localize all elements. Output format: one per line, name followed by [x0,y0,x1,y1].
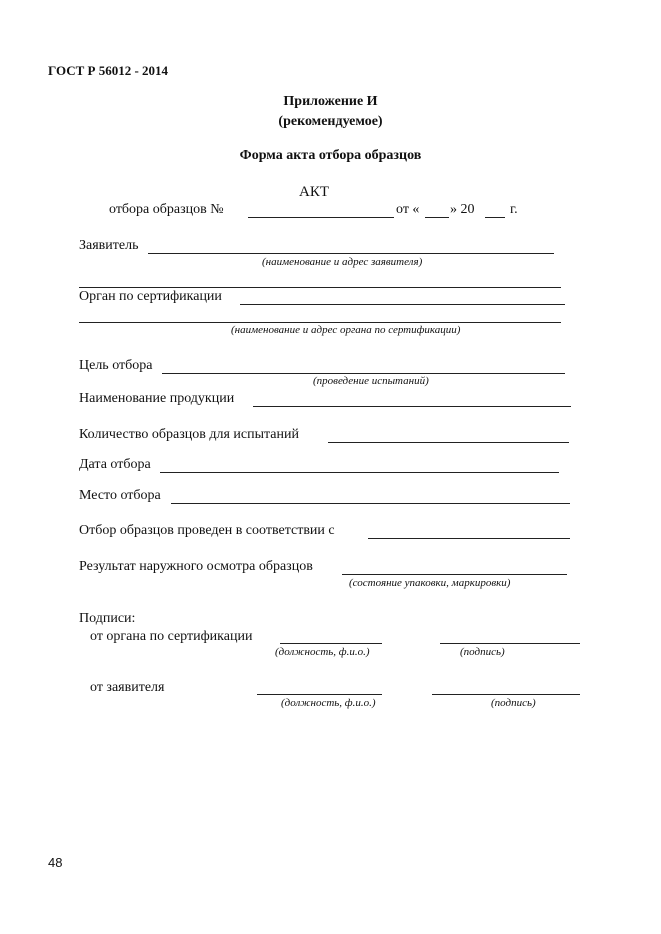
act-title: АКТ [299,184,329,200]
date-label: Дата отбора [79,457,151,472]
cert-body-caption: (наименование и адрес органа по сертификации) [231,324,461,336]
cert-body-signature-caption: (подпись) [460,646,505,658]
conducted-line [368,538,570,539]
form-title: Форма акта отбора образцов [239,148,422,163]
purpose-label: Цель отбора [79,358,153,373]
applicant-signature-line [432,694,580,695]
signatures-title: Подписи: [79,611,136,626]
quantity-label: Количество образцов для испытаний [79,427,299,442]
cert-body-position-line [280,643,382,644]
appendix-title: Приложение И [283,94,378,109]
quantity-line [328,442,569,443]
page-number: 48 [48,855,63,870]
product-line [253,406,571,407]
act-number-line [248,217,394,218]
applicant-signature-caption: (подпись) [491,697,536,709]
place-label: Место отбора [79,488,161,503]
inspection-label: Результат наружного осмотра образцов [79,559,313,574]
applicant-line [148,253,554,254]
act-year-line [485,217,505,218]
act-number-label: отбора образцов № [109,202,224,217]
date-line [160,472,559,473]
cert-body-label: Орган по сертификации [79,289,222,304]
act-day-line [425,217,449,218]
inspection-caption: (состояние упаковки, маркировки) [349,577,511,589]
purpose-caption: (проведение испытаний) [313,375,429,387]
applicant-caption: (наименование и адрес заявителя) [262,256,423,268]
act-year-suffix: г. [510,202,518,217]
inspection-line [342,574,567,575]
cert-body-line [240,304,565,305]
cert-body-sign-label: от органа по сертификации [90,629,253,644]
product-label: Наименование продукции [79,391,235,406]
place-line [171,503,570,504]
applicant-line-2 [79,287,561,288]
cert-body-signature-line [440,643,580,644]
act-date-from: от « [396,202,420,217]
standard-id: ГОСТ Р 56012 - 2014 [48,63,169,78]
applicant-sign-label: от заявителя [90,680,165,695]
purpose-line [162,373,565,374]
applicant-position-caption: (должность, ф.и.о.) [281,697,376,709]
act-date-year: » 20 [450,202,475,217]
cert-body-position-caption: (должность, ф.и.о.) [275,646,370,658]
applicant-position-line [257,694,382,695]
cert-body-line-2 [79,322,561,323]
appendix-status: (рекомендуемое) [278,114,383,129]
applicant-label: Заявитель [79,238,139,253]
conducted-label: Отбор образцов проведен в соответствии с [79,523,335,538]
